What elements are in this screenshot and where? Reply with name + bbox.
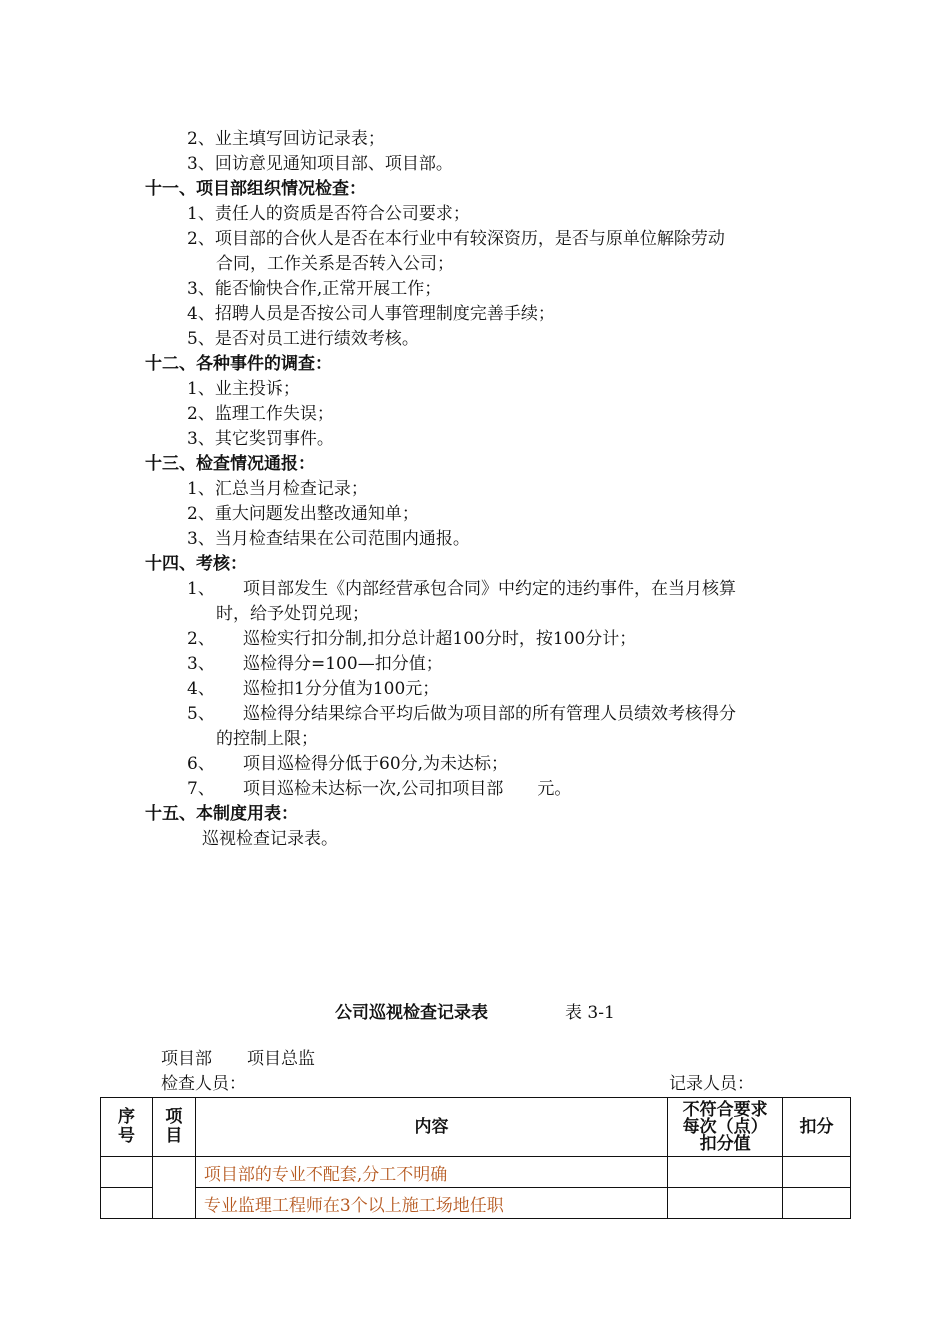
cell-score[interactable]	[783, 1188, 851, 1219]
list-item-continuation: 的控制上限；	[216, 729, 318, 749]
list-item	[187, 577, 736, 601]
list-number: 3、	[187, 654, 215, 674]
header-content: 内容	[195, 1098, 667, 1157]
list-item-continuation: 合同，工作关系是否转入公司；	[216, 254, 454, 274]
list-item	[187, 702, 736, 726]
header-item-char: 项	[165, 1107, 183, 1127]
list-item-continuation: 时，给予处罚兑现；	[216, 604, 369, 624]
cell-seq[interactable]	[101, 1188, 153, 1219]
list-number: 4、	[187, 679, 215, 699]
list-item: 3、能否愉快合作,正常开展工作；	[187, 279, 442, 299]
field-recorder-label: 记录人员：	[669, 1074, 754, 1094]
cell-item[interactable]	[152, 1157, 195, 1219]
table-header-row	[101, 1098, 851, 1157]
cell-seq[interactable]	[101, 1157, 153, 1188]
inspection-record-table	[100, 1097, 851, 1219]
section-heading-14: 十四、考核：	[145, 554, 247, 574]
list-number: 1、	[187, 579, 215, 599]
table-row	[101, 1188, 851, 1219]
list-text: 巡检扣1分分值为100元；	[243, 679, 440, 699]
list-number: 2、	[187, 629, 215, 649]
header-deduct-line: 扣分值	[699, 1133, 751, 1154]
list-item: 5、是否对员工进行绩效考核。	[187, 329, 419, 349]
section-heading-13: 十三、检查情况通报：	[145, 454, 315, 474]
header-item-char: 目	[165, 1126, 183, 1146]
table-number: 表 3-1	[565, 1003, 615, 1023]
table-row	[101, 1157, 851, 1188]
cell-score[interactable]	[783, 1157, 851, 1188]
list-number: 6、	[187, 754, 215, 774]
list-item: 3、回访意见通知项目部、项目部。	[187, 154, 453, 174]
list-text: 项目部发生《内部经营承包合同》中约定的违约事件，在当月核算	[243, 579, 736, 599]
cell-content: 专业监理工程师在3个以上施工场地任职	[195, 1188, 667, 1219]
list-item: 3、当月检查结果在公司范围内通报。	[187, 529, 470, 549]
list-item: 1、汇总当月检查记录；	[187, 479, 368, 499]
cell-deduct-value[interactable]	[668, 1188, 783, 1219]
list-item	[187, 652, 443, 676]
list-number: 5、	[187, 704, 215, 724]
list-item	[187, 677, 439, 701]
list-item	[187, 627, 636, 651]
section-heading-15: 十五、本制度用表：	[145, 804, 298, 824]
list-item: 2、重大问题发出整改通知单；	[187, 504, 419, 524]
header-deduct-line: 不符合要求	[682, 1099, 768, 1120]
list-item: 3、其它奖罚事件。	[187, 429, 334, 449]
field-director-label: 项目总监	[247, 1049, 315, 1069]
list-item: 1、业主投诉；	[187, 379, 300, 399]
field-inspector-label: 检查人员：	[161, 1074, 246, 1094]
header-item	[152, 1098, 195, 1157]
header-seq-char: 序	[117, 1107, 135, 1127]
header-seq-char: 号	[117, 1126, 135, 1146]
section-heading-11: 十一、项目部组织情况检查：	[145, 179, 366, 199]
cell-content: 项目部的专业不配套,分工不明确	[195, 1157, 667, 1188]
field-dept-label: 项目部	[161, 1049, 212, 1069]
list-item: 2、业主填写回访记录表；	[187, 129, 385, 149]
list-text: 巡检实行扣分制,扣分总计超100分时，按100分计；	[243, 629, 637, 649]
list-text: 巡检得分=100—扣分值；	[243, 654, 443, 674]
list-number: 7、	[187, 779, 215, 799]
list-text: 巡检得分结果综合平均后做为项目部的所有管理人员绩效考核得分	[243, 704, 736, 724]
header-score: 扣分	[783, 1098, 851, 1157]
list-item: 2、项目部的合伙人是否在本行业中有较深资历，是否与原单位解除劳动	[187, 229, 725, 249]
list-item: 巡视检查记录表。	[202, 829, 338, 849]
header-seq	[101, 1098, 153, 1157]
cell-deduct-value[interactable]	[668, 1157, 783, 1188]
header-deduct-value	[668, 1098, 783, 1157]
section-heading-12: 十二、各种事件的调查：	[145, 354, 332, 374]
list-text: 项目巡检未达标一次,公司扣项目部 元。	[243, 779, 572, 799]
form-title: 公司巡视检查记录表	[335, 1003, 488, 1023]
header-deduct-line: 每次（点）	[682, 1116, 768, 1137]
list-item	[187, 752, 508, 776]
list-item: 4、招聘人员是否按公司人事管理制度完善手续；	[187, 304, 555, 324]
list-item: 1、责任人的资质是否符合公司要求；	[187, 204, 470, 224]
list-item	[187, 777, 571, 801]
list-text: 项目巡检得分低于60分,为未达标；	[243, 754, 509, 774]
list-item: 2、监理工作失误；	[187, 404, 334, 424]
